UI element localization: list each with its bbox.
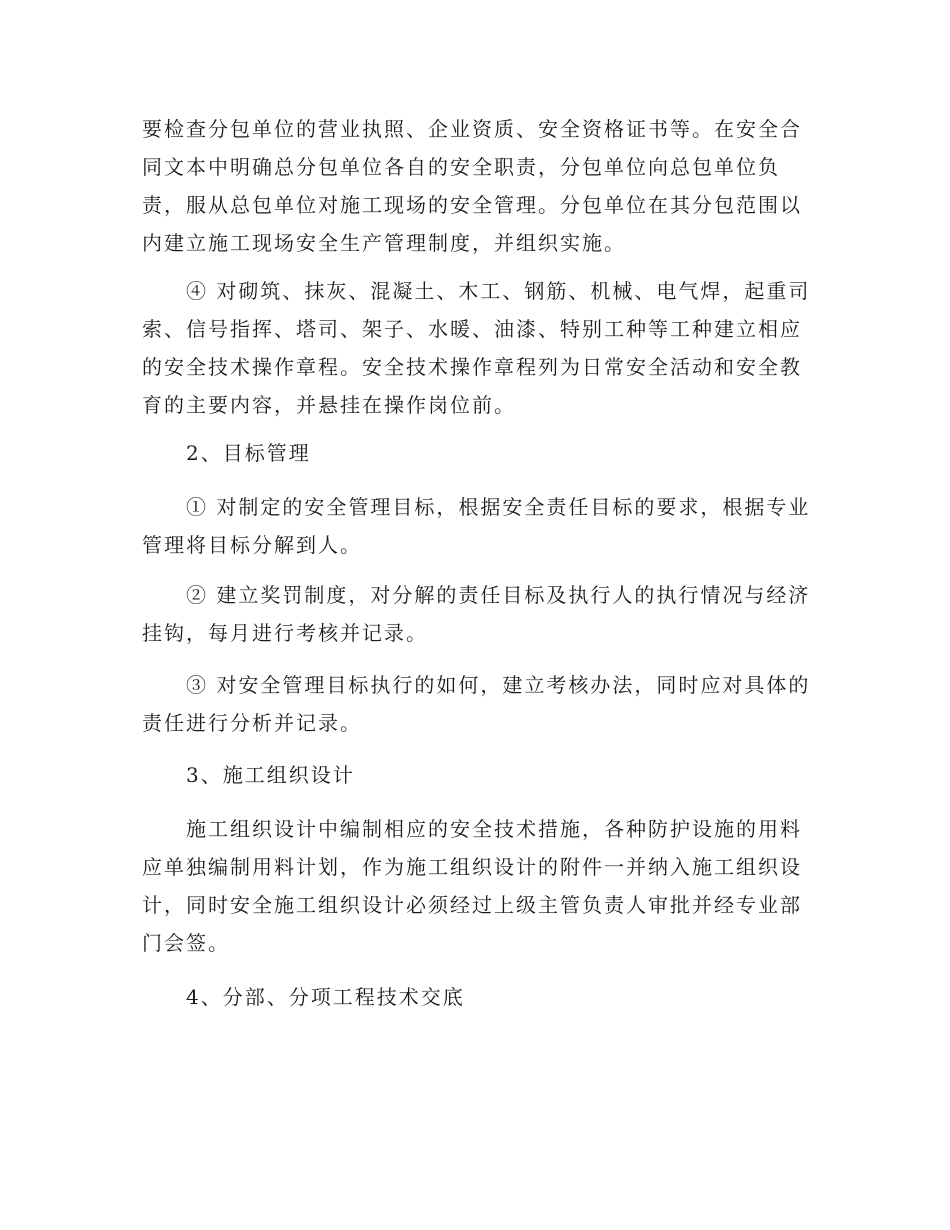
- text-line: 育的主要内容，并悬挂在操作岗位前。: [142, 393, 516, 417]
- text-line: 内建立施工现场安全生产管理制度，并组织实施。: [142, 231, 626, 255]
- paragraph-target-decomposition: [142, 488, 812, 564]
- text-line: ② 建立奖罚制度，对分解的责任目标及执行人的执行情况与经济: [186, 583, 811, 607]
- paragraph-assessment-method: [142, 666, 812, 742]
- section-heading-target-management: [142, 434, 812, 472]
- text-line: ④ 对砌筑、抹灰、混凝土、木工、钢筋、机械、电气焊，起重司: [186, 279, 811, 303]
- heading-text: 2、目标管理: [186, 441, 311, 465]
- heading-text: 3、施工组织设计: [186, 763, 355, 787]
- paragraph-construction-design: [142, 810, 812, 962]
- text-line: 的安全技术操作章程。安全技术操作章程列为日常安全活动和安全教: [142, 355, 802, 379]
- heading-text: 4、分部、分项工程技术交底: [186, 985, 465, 1009]
- text-line: 管理将目标分解到人。: [142, 533, 362, 557]
- paragraph-operating-procedures: [142, 272, 812, 424]
- text-line: 责任进行分析并记录。: [142, 711, 362, 735]
- text-line: 同文本中明确总分包单位各自的安全职责，分包单位向总包单位负: [142, 155, 780, 179]
- text-line: 挂钩，每月进行考核并记录。: [142, 621, 428, 645]
- text-line: ③ 对安全管理目标执行的如何，建立考核办法，同时应对具体的: [186, 673, 811, 697]
- text-line: ① 对制定的安全管理目标，根据安全责任目标的要求，根据专业: [186, 495, 811, 519]
- text-line: 门会签。: [142, 931, 230, 955]
- text-line: 责，服从总包单位对施工现场的安全管理。分包单位在其分包范围以: [142, 193, 802, 217]
- section-heading-technical-disclosure: [142, 978, 812, 1016]
- text-line: 索、信号指挥、塔司、架子、水暖、油漆、特别工种等工种建立相应: [142, 317, 802, 341]
- section-heading-construction-design: [142, 756, 812, 794]
- text-line: 施工组织设计中编制相应的安全技术措施，各种防护设施的用料: [186, 817, 802, 841]
- paragraph-subcontractor-responsibility: [142, 110, 812, 262]
- text-line: 要检查分包单位的营业执照、企业资质、安全资格证书等。在安全合: [142, 117, 802, 141]
- paragraph-reward-penalty: [142, 576, 812, 652]
- text-line: 计，同时安全施工组织设计必须经过上级主管负责人审批并经专业部: [142, 893, 802, 917]
- text-line: 应单独编制用料计划，作为施工组织设计的附件一并纳入施工组织设: [142, 855, 802, 879]
